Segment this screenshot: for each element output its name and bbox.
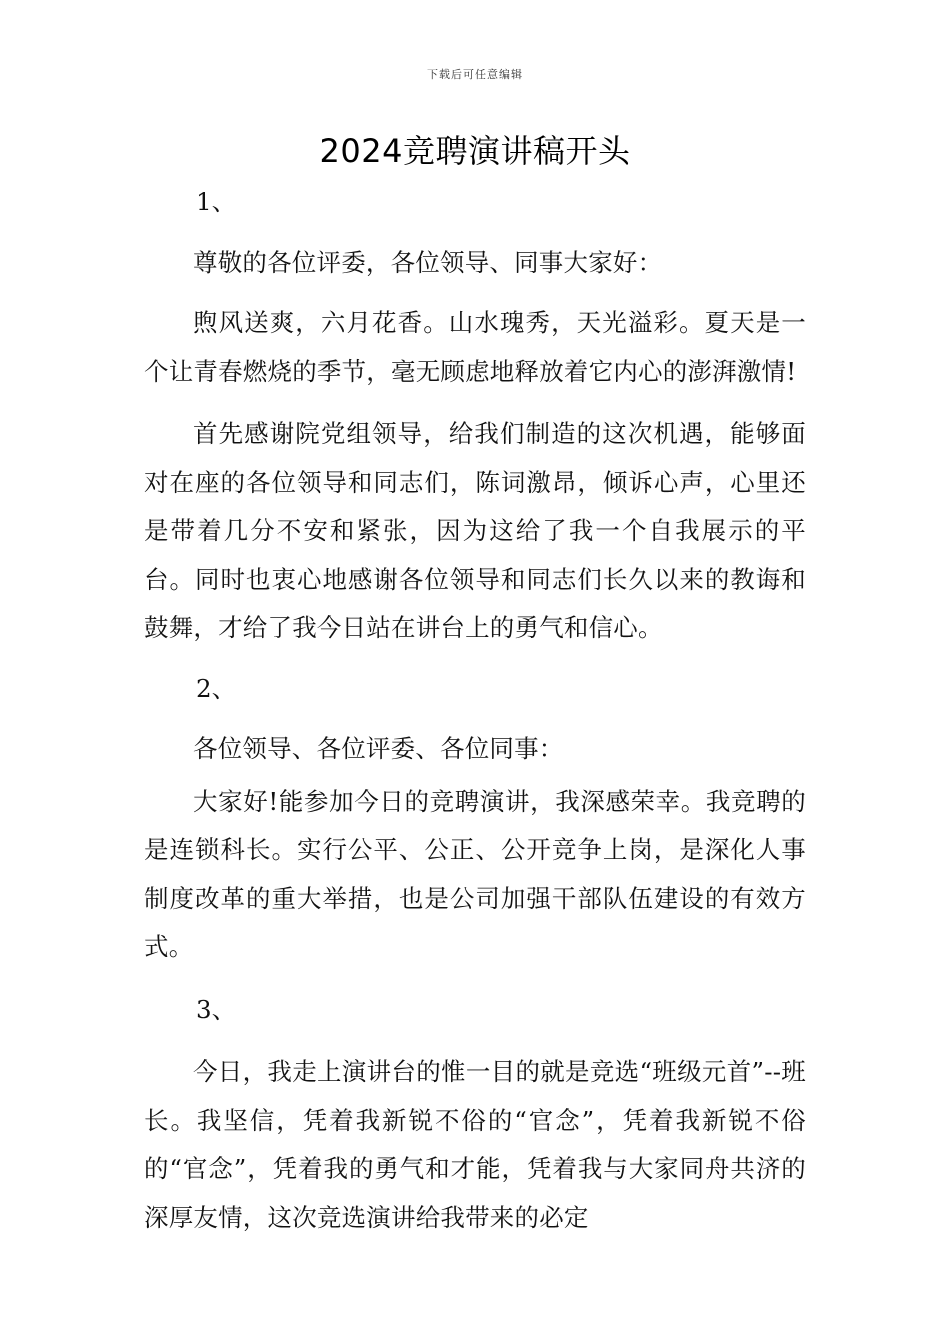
- document-title: 2024竞聘演讲稿开头: [319, 132, 631, 170]
- section-2-paragraph-1: 大家好!能参加今日的竞聘演讲，我深感荣幸。我竞聘的是连锁科长。实行公平、公正、公开竞争上岗，是深化人事制度改革的重大举措，也是公司加强干部队伍建设的有效方式。: [144, 786, 806, 961]
- section-1-number: 1、: [196, 187, 237, 216]
- document-body: [144, 152, 806, 1242]
- section-1-paragraph-1: 煦风送爽，六月花香。山水瑰秀，天光溢彩。夏天是一个让青春燃烧的季节，毫无顾虑地释放着它内心的澎湃激情!: [144, 308, 806, 386]
- section-3-number: 3、: [196, 994, 237, 1024]
- section-1-greeting: 尊敬的各位评委，各位领导、同事大家好：: [193, 247, 663, 277]
- section-2-number: 2、: [196, 673, 237, 703]
- page-header-note: 下载后可任意编辑: [427, 68, 523, 81]
- section-2-greeting: 各位领导、各位评委、各位同事：: [193, 734, 564, 763]
- section-3-paragraph-1: 今日，我走上演讲台的惟一目的就是竞选“班级元首”--班长。我坚信，凭着我新锐不俗的“官念”，凭着我新锐不俗的“官念”，凭着我的勇气和才能，凭着我与大家同舟共济的深厚友情，这次竞选演讲给我带来的必定: [144, 1057, 806, 1232]
- section-1-paragraph-2: 首先感谢院党组领导，给我们制造的这次机遇，能够面对在座的各位领导和同志们，陈词激昂，倾诉心声，心里还是带着几分不安和紧张，因为这给了我一个自我展示的平台。同时也衷心地感谢各位领导和同志们长久以来的教诲和鼓舞，才给了我今日站在讲台上的勇气和信心。: [144, 419, 806, 642]
